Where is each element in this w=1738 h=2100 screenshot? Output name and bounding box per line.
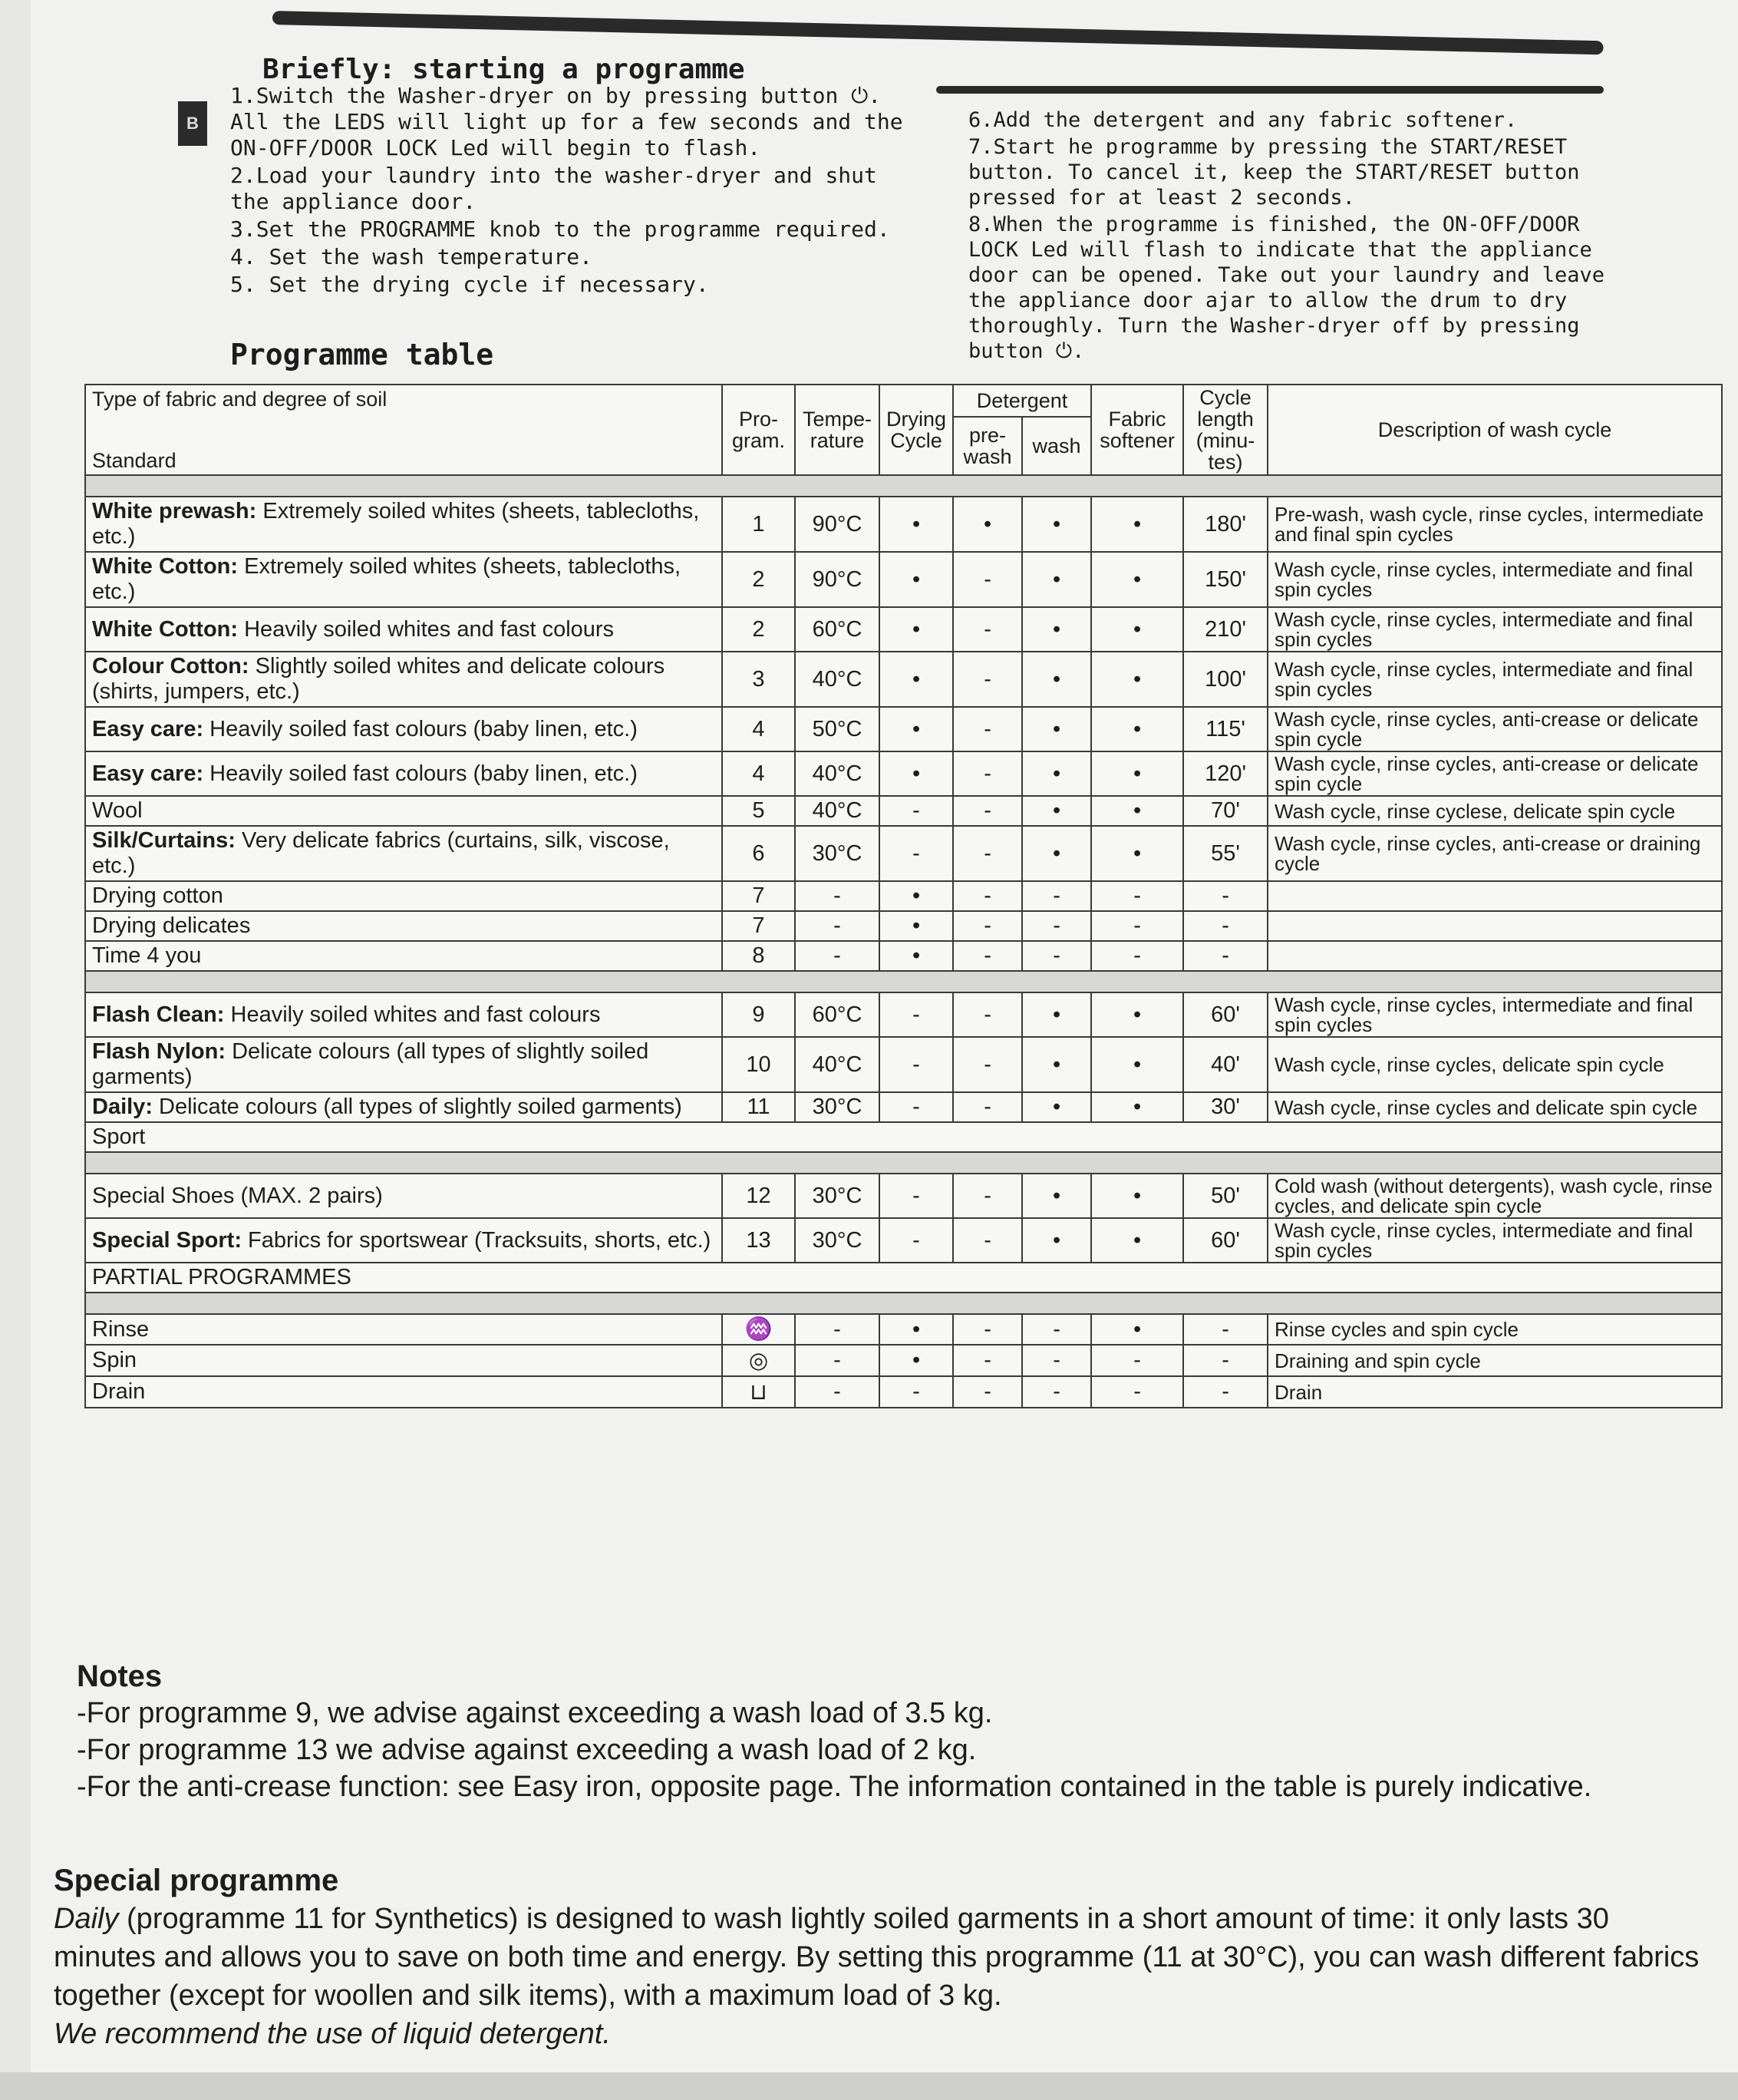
description-cell: Drain xyxy=(1268,1376,1722,1408)
special-body xyxy=(54,1900,1703,2015)
fabric-cell xyxy=(85,1092,722,1122)
description-cell: Wash cycle, rinse cycles, intermediate and final spin cycles xyxy=(1268,1218,1722,1263)
step-7: 7.Start he programme by pressing the START/RESET button. To cancel it, keep the START/RESET button pressed for at least 2 seconds. xyxy=(968,135,1580,210)
table-row xyxy=(85,992,1722,1037)
fabric-cell xyxy=(85,552,722,607)
header-description: Description of wash cycle xyxy=(1268,385,1722,475)
drying-cell: - xyxy=(879,1174,953,1218)
table-row xyxy=(85,751,1722,796)
fabric-text: Delicate colours (all types of slightly soiled garments) xyxy=(152,1095,682,1119)
header-temperature: Tempe-rature xyxy=(795,385,879,475)
wash-cell: • xyxy=(1022,1218,1091,1263)
temperature-cell: 40°C xyxy=(795,652,879,707)
program-cell: 4 xyxy=(722,751,795,796)
band-cell xyxy=(85,1152,1722,1174)
header-fabric-label: Type of fabric and degree of soil xyxy=(92,388,388,411)
drying-cell: - xyxy=(879,1037,953,1092)
prewash-cell: - xyxy=(953,1218,1022,1263)
partial-label: PARTIAL PROGRAMMES xyxy=(85,1263,1722,1293)
softener-cell: • xyxy=(1091,707,1183,751)
wash-cell: • xyxy=(1022,497,1091,552)
cycle-cell: 115' xyxy=(1183,707,1268,751)
drying-cell: - xyxy=(879,992,953,1037)
fabric-bold: White Cotton: xyxy=(92,616,239,642)
description-cell: Wash cycle, rinse cycles, intermediate and final spin cycles xyxy=(1268,992,1722,1037)
program-cell: 13 xyxy=(722,1218,795,1263)
fabric-bold: White Cotton: xyxy=(92,554,239,579)
fabric-bold: Daily: xyxy=(92,1095,153,1119)
cycle-cell: 100' xyxy=(1183,652,1268,707)
table-row xyxy=(85,911,1722,941)
wash-cell: • xyxy=(1022,1174,1091,1218)
step-5: 5. Set the drying cycle if necessary. xyxy=(230,272,709,297)
wash-cell: • xyxy=(1022,826,1091,881)
drying-cell: • xyxy=(879,911,953,941)
softener-cell: • xyxy=(1091,796,1183,826)
special-recommend: We recommend the use of liquid detergent. xyxy=(54,2018,611,2050)
temperature-cell: - xyxy=(795,881,879,911)
program-cell: 12 xyxy=(722,1174,795,1218)
table-row xyxy=(85,1218,1722,1263)
prewash-cell: - xyxy=(953,881,1022,911)
header-program: Pro-gram. xyxy=(722,385,795,475)
table-row xyxy=(85,1314,1722,1345)
step-2: 2.Load your laundry into the washer-dryer and shut the appliance door. xyxy=(230,163,877,214)
softener-cell: • xyxy=(1091,1174,1183,1218)
softener-cell: • xyxy=(1091,751,1183,796)
fabric-bold: Special Sport: xyxy=(92,1227,242,1253)
fabric-cell xyxy=(85,1376,722,1408)
table-row xyxy=(85,796,1722,826)
program-cell: 9 xyxy=(722,992,795,1037)
fabric-bold: Colour Cotton: xyxy=(92,654,249,679)
cycle-cell: 30' xyxy=(1183,1092,1268,1122)
special-programme-section xyxy=(54,1861,1703,2053)
table-band xyxy=(85,1152,1722,1174)
program-cell: 8 xyxy=(722,941,795,971)
drying-cell: • xyxy=(879,1345,953,1376)
prewash-cell: - xyxy=(953,652,1022,707)
cycle-cell: - xyxy=(1183,1345,1268,1376)
cycle-cell: - xyxy=(1183,1376,1268,1408)
drying-cell: • xyxy=(879,941,953,971)
page-bottom-shadow xyxy=(0,2072,1738,2100)
fabric-cell xyxy=(85,1345,722,1376)
special-lead: Daily xyxy=(54,1903,119,1935)
program-cell xyxy=(722,1314,795,1345)
fabric-cell xyxy=(85,1037,722,1092)
description-cell: Wash cycle, rinse cyclese, delicate spin cycle xyxy=(1268,796,1722,826)
softener-cell: - xyxy=(1091,1345,1183,1376)
prewash-cell: - xyxy=(953,751,1022,796)
program-cell xyxy=(722,1345,795,1376)
program-cell: 2 xyxy=(722,607,795,652)
wash-cell: • xyxy=(1022,1092,1091,1122)
fabric-cell xyxy=(85,751,722,796)
fabric-cell xyxy=(85,1314,722,1345)
drying-cell: • xyxy=(879,607,953,652)
cycle-cell: 40' xyxy=(1183,1037,1268,1092)
step-4: 4. Set the wash temperature. xyxy=(230,244,593,269)
program-cell: 6 xyxy=(722,826,795,881)
fabric-text: Fabrics for sportswear (Tracksuits, shorts, etc.) xyxy=(242,1227,711,1253)
description-cell xyxy=(1268,941,1722,971)
cycle-cell: 70' xyxy=(1183,796,1268,826)
fabric-text: Wool xyxy=(92,798,143,823)
prewash-cell: - xyxy=(953,1037,1022,1092)
table-band xyxy=(85,475,1722,497)
sport-label: Sport xyxy=(85,1122,1722,1152)
table-row xyxy=(85,607,1722,652)
header-rule xyxy=(936,86,1604,94)
fabric-text: Drying delicates xyxy=(92,913,251,938)
wash-cell: - xyxy=(1022,911,1091,941)
fabric-cell xyxy=(85,881,722,911)
temperature-cell: 60°C xyxy=(795,992,879,1037)
table-row xyxy=(85,941,1722,971)
table-row xyxy=(85,1174,1722,1218)
cycle-cell: 210' xyxy=(1183,607,1268,652)
step-1: 1.Switch the Washer-dryer on by pressing button ⏻. All the LEDS will light up for a few seconds and the ON-OFF/DOOR LOCK Led will begin to flash. xyxy=(230,83,903,160)
description-cell: Cold wash (without detergents), wash cycle, rinse cycles, and delicate spin cycle xyxy=(1268,1174,1722,1218)
temperature-cell: 90°C xyxy=(795,497,879,552)
table-row xyxy=(85,881,1722,911)
description-cell: Wash cycle, rinse cycles, intermediate and final spin cycles xyxy=(1268,607,1722,652)
drying-cell: • xyxy=(879,552,953,607)
prewash-cell: - xyxy=(953,911,1022,941)
cycle-cell: 60' xyxy=(1183,992,1268,1037)
special-text: (programme 11 for Synthetics) is designed to wash lightly soiled garments in a short amount of time: it only lasts 30 minutes and allows you to save on both time and energy. By setting this programme (11 at 30°C), you can wash different fabrics together (except for woollen and silk items), with a maximum load of 3 kg. xyxy=(54,1903,1700,2012)
softener-cell: - xyxy=(1091,911,1183,941)
softener-cell: • xyxy=(1091,1218,1183,1263)
program-cell: 5 xyxy=(722,796,795,826)
wash-cell: - xyxy=(1022,1314,1091,1345)
temperature-cell: 50°C xyxy=(795,707,879,751)
temperature-cell: 30°C xyxy=(795,1218,879,1263)
fabric-text: Heavily soiled fast colours (baby linen, etc.) xyxy=(203,716,638,741)
table-row xyxy=(85,1092,1722,1122)
fabric-text: Extremely soiled whites (sheets, tablecloths, etc.) xyxy=(92,499,700,549)
wash-cell: - xyxy=(1022,1345,1091,1376)
steps-left xyxy=(230,83,905,299)
programme-table-title: Programme table xyxy=(230,338,494,371)
description-cell xyxy=(1268,881,1722,911)
spin-icon: ◎ xyxy=(748,1349,769,1373)
description-cell: Wash cycle, rinse cycles, delicate spin cycle xyxy=(1268,1037,1722,1092)
temperature-cell: 30°C xyxy=(795,1092,879,1122)
temperature-cell: - xyxy=(795,941,879,971)
wash-cell: • xyxy=(1022,751,1091,796)
fabric-cell xyxy=(85,607,722,652)
wash-cell: • xyxy=(1022,652,1091,707)
drying-cell: - xyxy=(879,1218,953,1263)
temperature-cell: - xyxy=(795,1314,879,1345)
header-softener: Fabric softener xyxy=(1091,385,1183,475)
table-row xyxy=(85,1122,1722,1152)
programme-table xyxy=(84,384,1723,1408)
fabric-bold: White prewash: xyxy=(92,499,257,523)
rinse-icon: ♒ xyxy=(744,1317,773,1342)
cycle-cell: 50' xyxy=(1183,1174,1268,1218)
program-cell: 2 xyxy=(722,552,795,607)
fabric-cell xyxy=(85,707,722,751)
note-line: -For programme 13 we advise against exceeding a wash load of 2 kg. xyxy=(77,1734,977,1766)
programme-table-body xyxy=(85,475,1722,1408)
step-6: 6.Add the detergent and any fabric softener. xyxy=(968,108,1518,132)
softener-cell: • xyxy=(1091,1314,1183,1345)
band-cell xyxy=(85,971,1722,992)
briefly-title: Briefly: starting a programme xyxy=(262,54,745,85)
band-cell xyxy=(85,475,1722,497)
header-wash: wash xyxy=(1022,417,1091,475)
fabric-bold: Easy care: xyxy=(92,716,204,741)
header-prewash: pre-wash xyxy=(953,417,1022,475)
softener-cell: • xyxy=(1091,1092,1183,1122)
cycle-cell: 150' xyxy=(1183,552,1268,607)
drying-cell: • xyxy=(879,1314,953,1345)
program-cell: 7 xyxy=(722,881,795,911)
temperature-cell: 30°C xyxy=(795,1174,879,1218)
note-line: -For the anti-crease function: see Easy iron, opposite page. The information contained in the table is purely indicative. xyxy=(77,1771,1592,1803)
program-cell: 4 xyxy=(722,707,795,751)
softener-cell: • xyxy=(1091,607,1183,652)
fabric-cell xyxy=(85,796,722,826)
drying-cell: - xyxy=(879,1092,953,1122)
fabric-text: Time 4 you xyxy=(92,943,202,968)
drying-cell: - xyxy=(879,1376,953,1408)
cycle-cell: - xyxy=(1183,941,1268,971)
cycle-cell: 180' xyxy=(1183,497,1268,552)
wash-cell: • xyxy=(1022,552,1091,607)
cycle-cell: 55' xyxy=(1183,826,1268,881)
temperature-cell: 40°C xyxy=(795,1037,879,1092)
step-3: 3.Set the PROGRAMME knob to the programme required. xyxy=(230,216,890,242)
prewash-cell: - xyxy=(953,826,1022,881)
softener-cell: • xyxy=(1091,992,1183,1037)
fabric-bold: Flash Clean: xyxy=(92,1002,225,1027)
program-cell: 1 xyxy=(722,497,795,552)
softener-cell: • xyxy=(1091,652,1183,707)
temperature-cell: - xyxy=(795,1345,879,1376)
temperature-cell: 40°C xyxy=(795,796,879,826)
header-fabric xyxy=(85,385,722,475)
prewash-cell: - xyxy=(953,1376,1022,1408)
fabric-cell xyxy=(85,652,722,707)
program-cell: 7 xyxy=(722,911,795,941)
fabric-cell xyxy=(85,992,722,1037)
fabric-text: Very delicate fabrics (curtains, silk, viscose, etc.) xyxy=(92,828,670,878)
step-8: 8.When the programme is finished, the ON-OFF/DOOR LOCK Led will flash to indicate that the appliance door can be opened. Take out your laundry and leave the appliance door ajar to allow the drum to dry thoroughly. Turn the Washer-dryer off by pressing button ⏻. xyxy=(968,213,1605,363)
softener-cell: • xyxy=(1091,1037,1183,1092)
description-cell: Wash cycle, rinse cycles, anti-crease or delicate spin cycle xyxy=(1268,707,1722,751)
cycle-cell: 60' xyxy=(1183,1218,1268,1263)
fabric-cell xyxy=(85,1218,722,1263)
prewash-cell: - xyxy=(953,607,1022,652)
header-drying: Drying Cycle xyxy=(879,385,953,475)
fabric-cell xyxy=(85,1174,722,1218)
fabric-text: Extremely soiled whites (sheets, tablecloths, etc.) xyxy=(92,554,681,604)
description-cell: Wash cycle, rinse cycles, intermediate and final spin cycles xyxy=(1268,652,1722,707)
fabric-cell xyxy=(85,941,722,971)
fabric-cell xyxy=(85,497,722,552)
fabric-cell xyxy=(85,911,722,941)
table-row xyxy=(85,552,1722,607)
band-cell xyxy=(85,1293,1722,1314)
drain-icon: ⊔ xyxy=(750,1380,767,1405)
description-cell xyxy=(1268,911,1722,941)
wash-cell: - xyxy=(1022,941,1091,971)
description-cell: Rinse cycles and spin cycle xyxy=(1268,1314,1722,1345)
notes-section xyxy=(77,1658,1688,1805)
prewash-cell: - xyxy=(953,707,1022,751)
cycle-cell: - xyxy=(1183,911,1268,941)
table-row xyxy=(85,1345,1722,1376)
fabric-bold: Silk/Curtains: xyxy=(92,828,236,853)
header-standard-label: Standard xyxy=(92,449,176,472)
fabric-text: Slightly soiled whites and delicate colours (shirts, jumpers, etc.) xyxy=(92,654,665,704)
drying-cell: • xyxy=(879,497,953,552)
table-row xyxy=(85,1037,1722,1092)
wash-cell: • xyxy=(1022,707,1091,751)
temperature-cell: 60°C xyxy=(795,607,879,652)
drying-cell: • xyxy=(879,652,953,707)
program-cell: 10 xyxy=(722,1037,795,1092)
fabric-text: Heavily soiled whites and fast colours xyxy=(238,616,615,642)
temperature-cell: 30°C xyxy=(795,826,879,881)
prewash-cell: - xyxy=(953,1092,1022,1122)
program-cell: 3 xyxy=(722,652,795,707)
table-row xyxy=(85,826,1722,881)
program-cell: 11 xyxy=(722,1092,795,1122)
table-row xyxy=(85,652,1722,707)
temperature-cell: 40°C xyxy=(795,751,879,796)
fabric-text: Rinse xyxy=(92,1316,150,1342)
section-tab: B xyxy=(178,101,207,146)
wash-cell: • xyxy=(1022,992,1091,1037)
fabric-text: Delicate colours (all types of slightly soiled garments) xyxy=(92,1039,649,1089)
fabric-bold: Easy care: xyxy=(92,761,204,786)
prewash-cell: - xyxy=(953,1314,1022,1345)
fabric-text: Drain xyxy=(92,1379,146,1404)
cycle-cell: 120' xyxy=(1183,751,1268,796)
description-cell: Wash cycle, rinse cycles, anti-crease or draining cycle xyxy=(1268,826,1722,881)
softener-cell: • xyxy=(1091,497,1183,552)
table-row xyxy=(85,1263,1722,1293)
table-row xyxy=(85,497,1722,552)
temperature-cell: 90°C xyxy=(795,552,879,607)
softener-cell: • xyxy=(1091,552,1183,607)
cycle-cell: - xyxy=(1183,881,1268,911)
temperature-cell: - xyxy=(795,911,879,941)
fabric-text: Drying cotton xyxy=(92,883,223,908)
description-cell: Wash cycle, rinse cycles, intermediate and final spin cycles xyxy=(1268,552,1722,607)
temperature-cell: - xyxy=(795,1376,879,1408)
table-band xyxy=(85,1293,1722,1314)
description-cell: Pre-wash, wash cycle, rinse cycles, intermediate and final spin cycles xyxy=(1268,497,1722,552)
cycle-cell: - xyxy=(1183,1314,1268,1345)
wash-cell: - xyxy=(1022,1376,1091,1408)
prewash-cell: • xyxy=(953,497,1022,552)
softener-cell: - xyxy=(1091,881,1183,911)
softener-cell: • xyxy=(1091,826,1183,881)
notes-title: Notes xyxy=(77,1659,163,1693)
fabric-cell xyxy=(85,826,722,881)
fabric-bold: Flash Nylon: xyxy=(92,1039,226,1064)
special-title: Special programme xyxy=(54,1864,339,1897)
prewash-cell: - xyxy=(953,552,1022,607)
description-cell: Wash cycle, rinse cycles, anti-crease or delicate spin cycle xyxy=(1268,751,1722,796)
steps-right xyxy=(968,107,1621,365)
prewash-cell: - xyxy=(953,992,1022,1037)
drying-cell: - xyxy=(879,796,953,826)
drying-cell: • xyxy=(879,881,953,911)
wash-cell: • xyxy=(1022,1037,1091,1092)
fabric-text: Spin xyxy=(92,1348,137,1372)
softener-cell: - xyxy=(1091,941,1183,971)
prewash-cell: - xyxy=(953,941,1022,971)
drying-cell: • xyxy=(879,751,953,796)
table-row xyxy=(85,1376,1722,1408)
wash-cell: • xyxy=(1022,796,1091,826)
table-band xyxy=(85,971,1722,992)
fabric-text: Special Shoes (MAX. 2 pairs) xyxy=(92,1183,383,1208)
wash-cell: • xyxy=(1022,607,1091,652)
softener-cell: - xyxy=(1091,1376,1183,1408)
header-detergent: Detergent xyxy=(953,385,1091,417)
note-line: -For programme 9, we advise against exceeding a wash load of 3.5 kg. xyxy=(77,1697,993,1729)
prewash-cell: - xyxy=(953,1174,1022,1218)
description-cell: Wash cycle, rinse cycles and delicate spin cycle xyxy=(1268,1092,1722,1122)
fabric-text: Heavily soiled whites and fast colours xyxy=(224,1002,601,1027)
program-cell xyxy=(722,1376,795,1408)
fabric-text: Heavily soiled fast colours (baby linen, etc.) xyxy=(203,761,638,786)
description-cell: Draining and spin cycle xyxy=(1268,1345,1722,1376)
drying-cell: • xyxy=(879,707,953,751)
prewash-cell: - xyxy=(953,796,1022,826)
drying-cell: - xyxy=(879,826,953,881)
table-row xyxy=(85,707,1722,751)
header-cycle: Cycle length (minu-tes) xyxy=(1183,385,1268,475)
prewash-cell: - xyxy=(953,1345,1022,1376)
wash-cell: - xyxy=(1022,881,1091,911)
